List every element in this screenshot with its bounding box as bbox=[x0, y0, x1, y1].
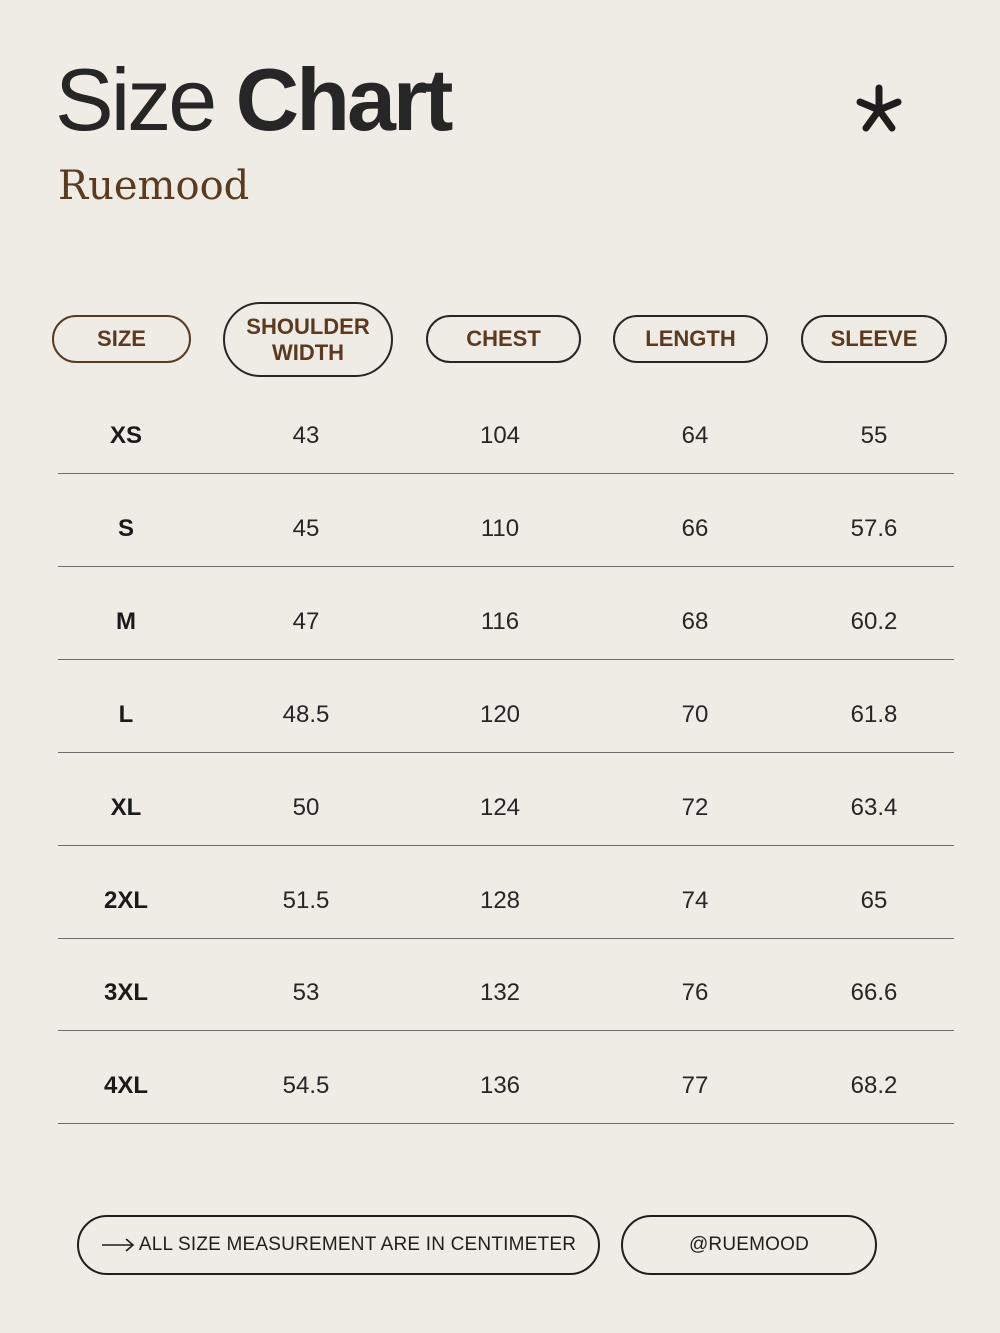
page-title bbox=[55, 50, 451, 149]
row-size: 3XL bbox=[103, 979, 148, 1007]
cell-chest: 116 bbox=[480, 607, 520, 635]
cell-shoulder-width: 53 bbox=[292, 979, 320, 1007]
row-size: L bbox=[118, 700, 134, 728]
cell-chest: 110 bbox=[480, 514, 520, 542]
header-shoulder-width bbox=[223, 302, 393, 377]
cell-shoulder-width: 47 bbox=[292, 607, 320, 635]
asterisk-icon bbox=[852, 80, 906, 140]
cell-chest: 128 bbox=[479, 886, 521, 914]
row-divider bbox=[58, 659, 954, 660]
title-bold: Chart bbox=[235, 50, 451, 149]
cell-chest: 136 bbox=[479, 1072, 521, 1100]
header-size bbox=[52, 315, 191, 363]
header-shoulder-line1: SHOULDER bbox=[246, 313, 370, 339]
cell-sleeve: 66.6 bbox=[850, 979, 898, 1007]
social-handle bbox=[621, 1215, 877, 1275]
cell-chest: 124 bbox=[479, 793, 521, 821]
cell-sleeve: 65 bbox=[860, 886, 888, 914]
row-divider bbox=[58, 752, 954, 753]
cell-sleeve: 57.6 bbox=[850, 514, 898, 542]
header-chest-label: CHEST bbox=[466, 326, 541, 351]
cell-shoulder-width: 45 bbox=[292, 514, 320, 542]
row-divider bbox=[58, 938, 954, 939]
cell-shoulder-width: 50 bbox=[292, 793, 320, 821]
header-sleeve bbox=[801, 315, 947, 363]
header-size-label: SIZE bbox=[97, 326, 146, 351]
cell-sleeve: 55 bbox=[860, 422, 888, 449]
cell-shoulder-width: 43 bbox=[292, 422, 320, 449]
cell-length: 64 bbox=[681, 422, 709, 449]
cell-chest: 104 bbox=[479, 422, 521, 449]
cell-length: 68 bbox=[681, 607, 709, 635]
header-shoulder-line2: WIDTH bbox=[271, 339, 345, 365]
cell-shoulder-width: 48.5 bbox=[282, 700, 330, 728]
cell-shoulder-width: 54.5 bbox=[282, 1072, 330, 1100]
cell-shoulder-width: 51.5 bbox=[282, 886, 330, 914]
row-size: M bbox=[116, 607, 136, 635]
cell-sleeve: 63.4 bbox=[850, 793, 898, 821]
header-sleeve-label: SLEEVE bbox=[830, 326, 918, 351]
brand-name: Ruemood bbox=[58, 163, 250, 209]
row-divider bbox=[58, 1030, 954, 1031]
row-size: 2XL bbox=[103, 886, 148, 914]
cell-length: 66 bbox=[681, 514, 709, 542]
row-divider bbox=[58, 473, 954, 474]
row-divider bbox=[58, 1123, 954, 1124]
row-divider bbox=[58, 845, 954, 846]
cell-chest: 120 bbox=[479, 700, 521, 728]
row-size: XS bbox=[109, 422, 142, 449]
header-length-label: LENGTH bbox=[645, 326, 736, 351]
row-size: S bbox=[117, 514, 134, 542]
title-light: Size bbox=[55, 50, 236, 149]
header-chest bbox=[426, 315, 581, 363]
social-handle-text: @RUEMOOD bbox=[688, 1234, 810, 1255]
row-divider bbox=[58, 566, 954, 567]
cell-sleeve: 68.2 bbox=[850, 1072, 898, 1100]
measurement-note-text: ALL SIZE MEASUREMENT ARE IN CENTIMETER bbox=[138, 1234, 577, 1255]
cell-sleeve: 61.8 bbox=[850, 700, 898, 728]
cell-sleeve: 60.2 bbox=[850, 607, 898, 635]
cell-length: 76 bbox=[681, 979, 709, 1007]
row-size: 4XL bbox=[103, 1072, 148, 1100]
cell-chest: 132 bbox=[479, 979, 521, 1007]
row-size: XL bbox=[110, 793, 142, 821]
cell-length: 77 bbox=[681, 1072, 709, 1100]
arrow-right-icon bbox=[101, 1238, 135, 1252]
cell-length: 70 bbox=[681, 700, 709, 728]
header-length bbox=[613, 315, 768, 363]
cell-length: 74 bbox=[681, 886, 709, 914]
cell-length: 72 bbox=[681, 793, 709, 821]
measurement-note bbox=[77, 1215, 600, 1275]
